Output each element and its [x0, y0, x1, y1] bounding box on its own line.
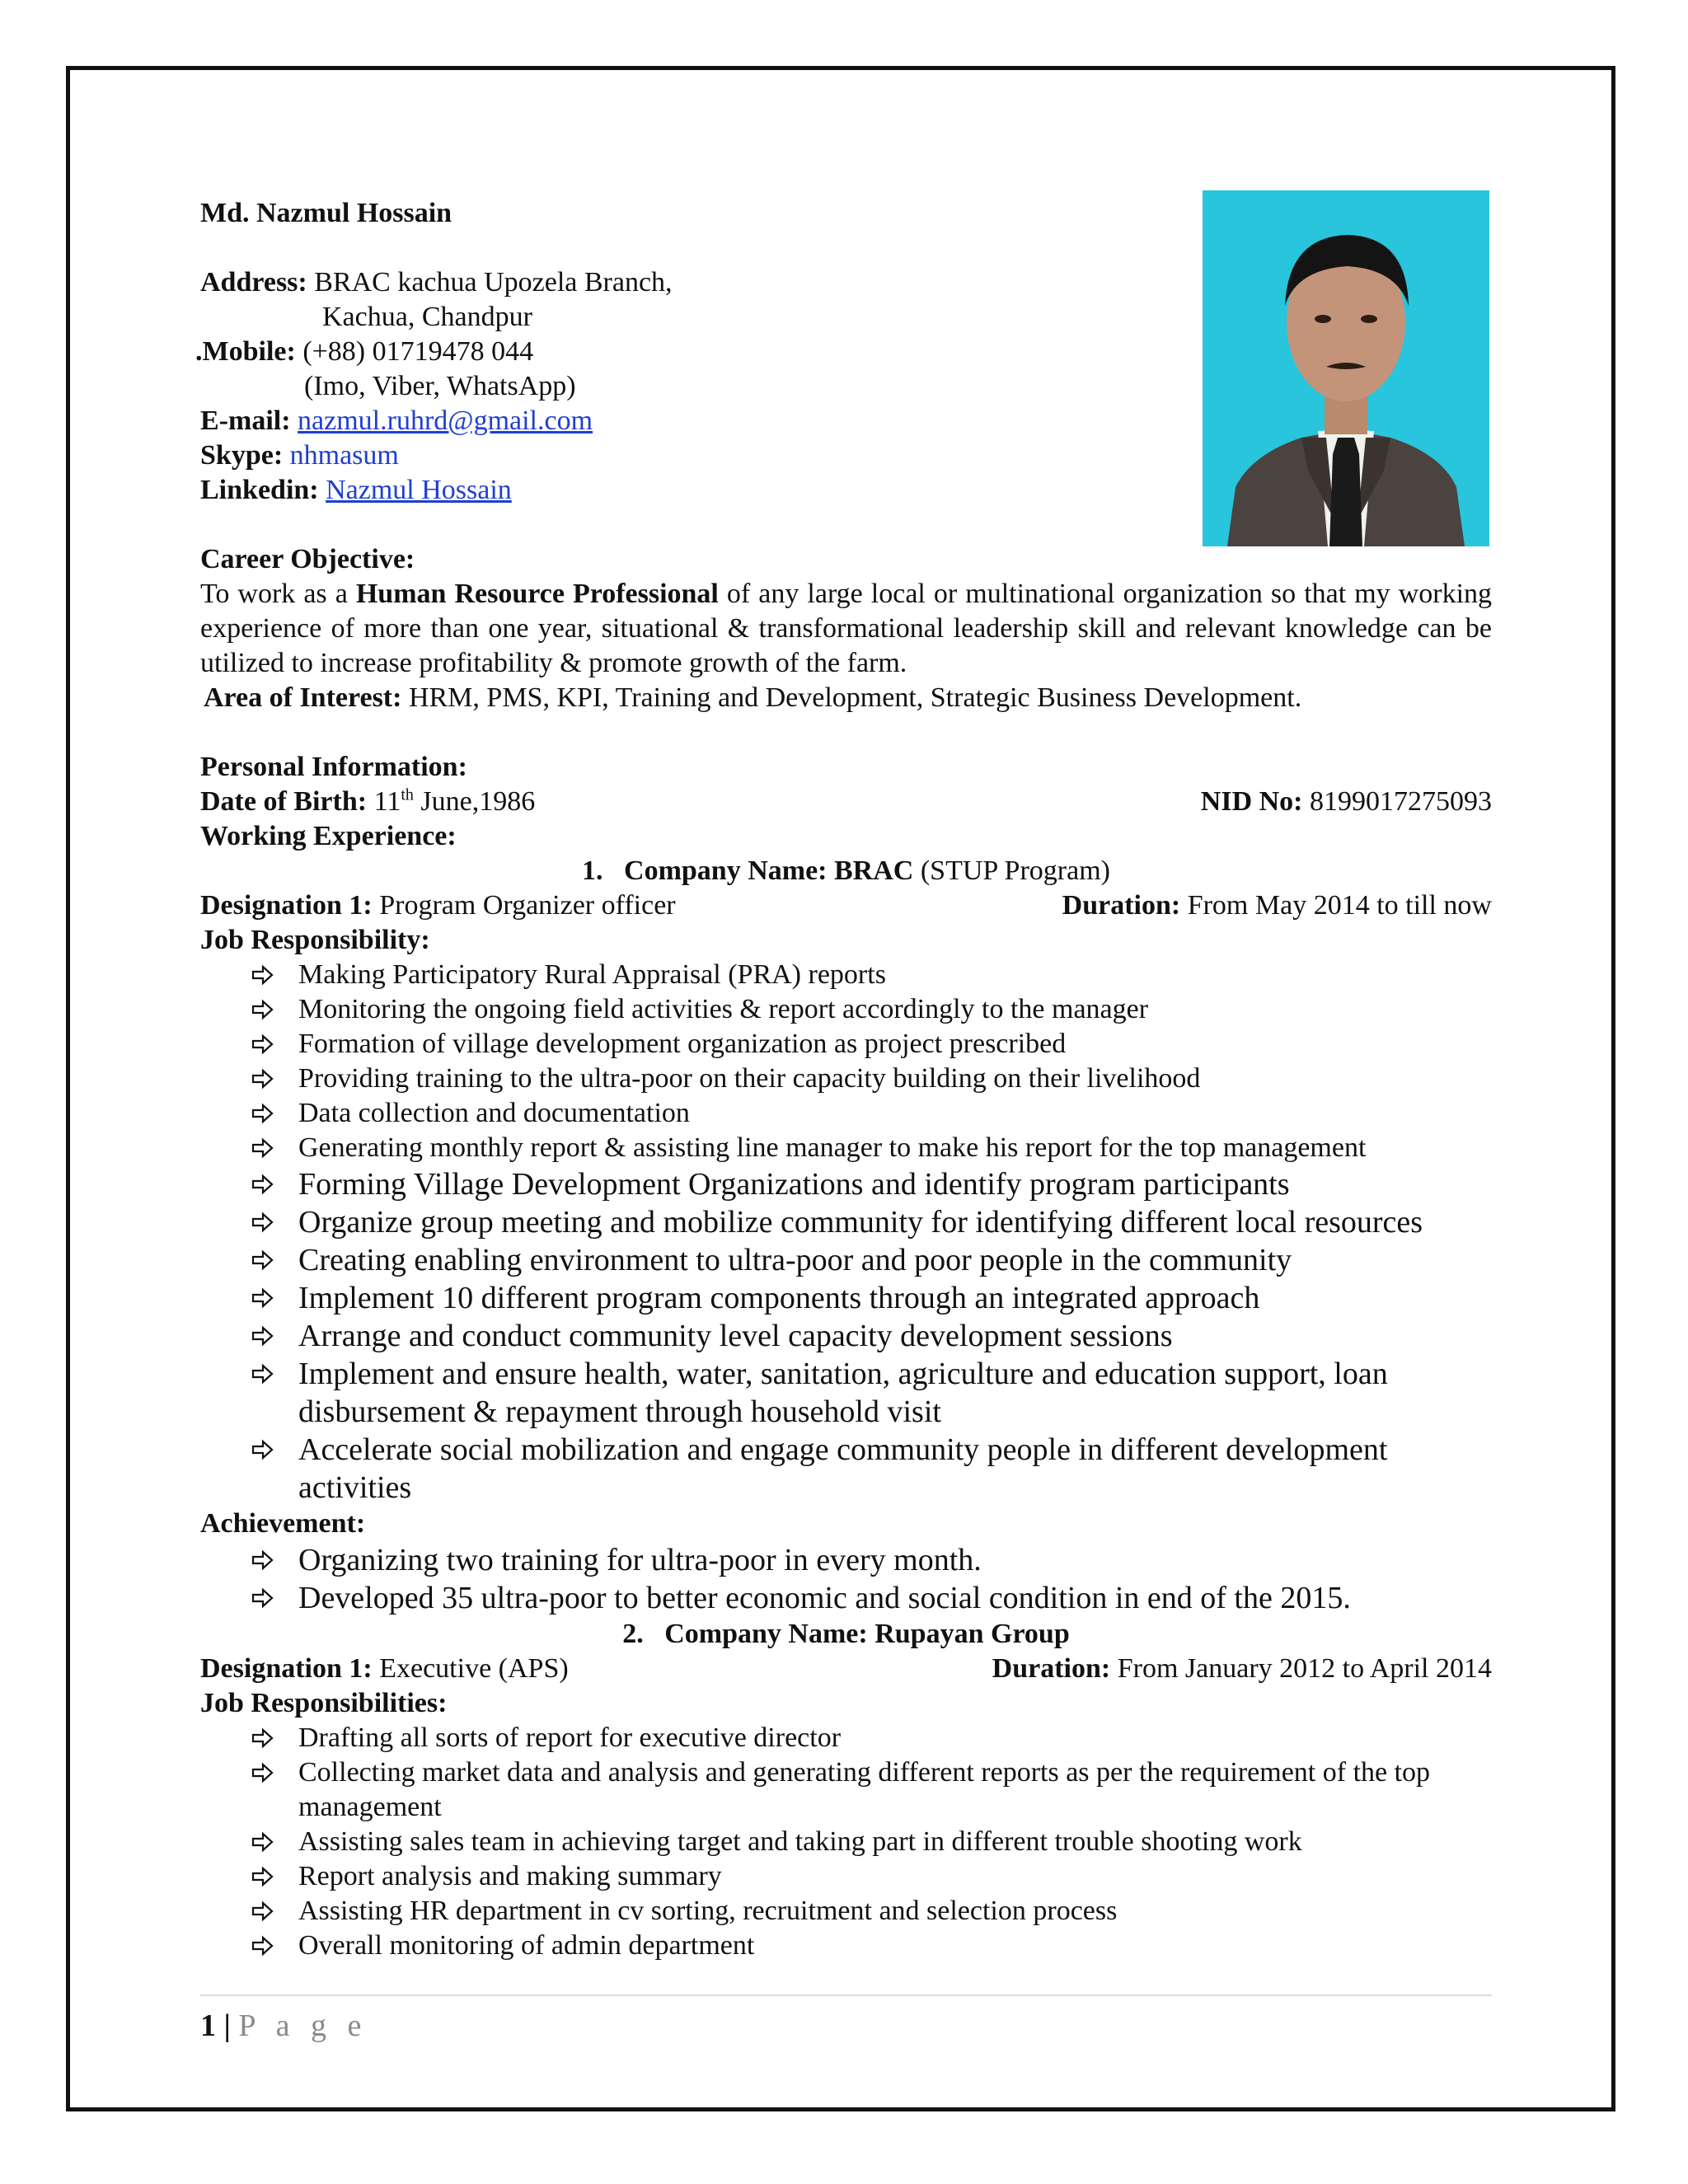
- achievement-heading: Achievement:: [200, 1508, 366, 1539]
- achievement-list: [200, 1541, 1492, 1617]
- arrow-bullet-icon: [250, 1317, 274, 1355]
- email-line: E-mail: nazmul.ruhrd@gmail.com: [200, 405, 593, 436]
- arrow-bullet-icon: [250, 992, 274, 1027]
- list-item: Making Participatory Rural Appraisal (PRA) reports: [200, 958, 1492, 992]
- arrow-bullet-icon: [250, 1755, 274, 1790]
- job1-responsibility-list-a: [200, 958, 1492, 1165]
- skype-id: nhmasum: [289, 440, 399, 471]
- skype-line: Skype: nhmasum: [200, 440, 399, 471]
- arrow-bullet-icon: [250, 1929, 274, 1963]
- arrow-bullet-icon: [250, 1721, 274, 1755]
- address-line-1: Address: BRAC kachua Upozela Branch,: [200, 267, 673, 298]
- job2-responsibility-heading: Job Responsibilities:: [200, 1688, 448, 1718]
- list-item: Arrange and conduct community level capacity development sessions: [200, 1317, 1492, 1355]
- career-objective-heading: Career Objective:: [200, 544, 415, 574]
- list-item: Report analysis and making summary: [200, 1859, 1492, 1894]
- mobile-line: .Mobile: (+88) 01719478 044: [195, 336, 534, 367]
- arrow-bullet-icon: [250, 1894, 274, 1929]
- list-item: Drafting all sorts of report for executive director: [200, 1721, 1492, 1755]
- list-item: Collecting market data and analysis and generating different reports as per the requirement of the top management: [200, 1755, 1492, 1825]
- list-item: Creating enabling environment to ultra-poor and poor people in the community: [200, 1241, 1492, 1279]
- job1-designation-row: Designation 1: Program Organizer officer Duration: From May 2014 to till now: [200, 890, 1492, 921]
- career-objective-text: To work as a Human Resource Professional of any large local or multinational organization so that my working experience of more than one year, situational & transformational leadership skill and relevant knowledge can be utilized to increase profitability & promote growth of the farm.: [200, 579, 1493, 678]
- address-line-2: Kachua, Chandpur: [322, 302, 532, 332]
- list-item: Assisting sales team in achieving target and taking part in different trouble shooting work: [200, 1825, 1492, 1859]
- list-item: Implement and ensure health, water, sanitation, agriculture and education support, loan disbursement & repayment through household visit: [200, 1355, 1492, 1431]
- arrow-bullet-icon: [250, 958, 274, 992]
- nid-number: NID No: 8199017275093: [1200, 786, 1492, 817]
- arrow-bullet-icon: [250, 1859, 274, 1894]
- job1-responsibility-heading: Job Responsibility:: [200, 925, 430, 955]
- job2-designation-row: Designation 1: Executive (APS) Duration: From January 2012 to April 2014: [200, 1653, 1492, 1684]
- arrow-bullet-icon: [250, 1203, 274, 1241]
- arrow-bullet-icon: [250, 1355, 274, 1393]
- job1-responsibility-list-b: [200, 1165, 1492, 1507]
- date-of-birth: Date of Birth: 11th June,1986: [200, 785, 536, 817]
- list-item: Organize group meeting and mobilize community for identifying different local resources: [200, 1203, 1492, 1241]
- arrow-bullet-icon: [250, 1062, 274, 1096]
- personal-info-row: [200, 785, 1492, 819]
- job2-responsibility-list: [200, 1721, 1492, 1963]
- list-item: Monitoring the ongoing field activities & report accordingly to the manager: [200, 992, 1492, 1027]
- list-item: Organizing two training for ultra-poor in every month.: [200, 1541, 1492, 1579]
- job2-company: 2. Company Name: Rupayan Group: [622, 1619, 1070, 1649]
- job1-company: 1. Company Name: BRAC (STUP Program): [582, 855, 1110, 886]
- arrow-bullet-icon: [250, 1579, 274, 1617]
- list-item: Assisting HR department in cv sorting, recruitment and selection process: [200, 1894, 1492, 1929]
- arrow-bullet-icon: [250, 1165, 274, 1203]
- linkedin-line: Linkedin: Nazmul Hossain: [200, 475, 512, 505]
- page-number: 1: [200, 2008, 216, 2043]
- candidate-name: Md. Nazmul Hossain: [200, 198, 452, 228]
- arrow-bullet-icon: [250, 1096, 274, 1131]
- list-item: Formation of village development organization as project prescribed: [200, 1027, 1492, 1062]
- arrow-bullet-icon: [250, 1279, 274, 1317]
- list-item: Implement 10 different program components through an integrated approach: [200, 1279, 1492, 1317]
- page-label: P a g e: [238, 2008, 368, 2043]
- list-item: Forming Village Development Organizations and identify program participants: [200, 1165, 1492, 1203]
- personal-info-heading: Personal Information:: [200, 752, 467, 782]
- list-item: Providing training to the ultra-poor on their capacity building on their livelihood: [200, 1062, 1492, 1096]
- list-item: Developed 35 ultra-poor to better economic and social condition in end of the 2015.: [200, 1579, 1492, 1617]
- arrow-bullet-icon: [250, 1241, 274, 1279]
- arrow-bullet-icon: [250, 1541, 274, 1579]
- mobile-apps: (Imo, Viber, WhatsApp): [304, 371, 576, 401]
- list-item: Data collection and documentation: [200, 1096, 1492, 1131]
- arrow-bullet-icon: [250, 1131, 274, 1165]
- working-experience-heading: Working Experience:: [200, 821, 457, 851]
- resume-body: [195, 196, 1493, 1963]
- list-item: Generating monthly report & assisting line manager to make his report for the top management: [200, 1131, 1492, 1165]
- area-of-interest: Area of Interest: HRM, PMS, KPI, Training and Development, Strategic Business Development.: [204, 682, 1302, 713]
- arrow-bullet-icon: [250, 1431, 274, 1469]
- arrow-bullet-icon: [250, 1027, 274, 1062]
- list-item: Accelerate social mobilization and engage community people in different development activities: [200, 1431, 1492, 1507]
- arrow-bullet-icon: [250, 1825, 274, 1859]
- list-item: Overall monitoring of admin department: [200, 1929, 1492, 1963]
- email-link[interactable]: nazmul.ruhrd@gmail.com: [298, 405, 593, 436]
- page-footer: 1 | P a g e: [200, 1994, 1492, 2044]
- linkedin-link[interactable]: Nazmul Hossain: [326, 475, 512, 505]
